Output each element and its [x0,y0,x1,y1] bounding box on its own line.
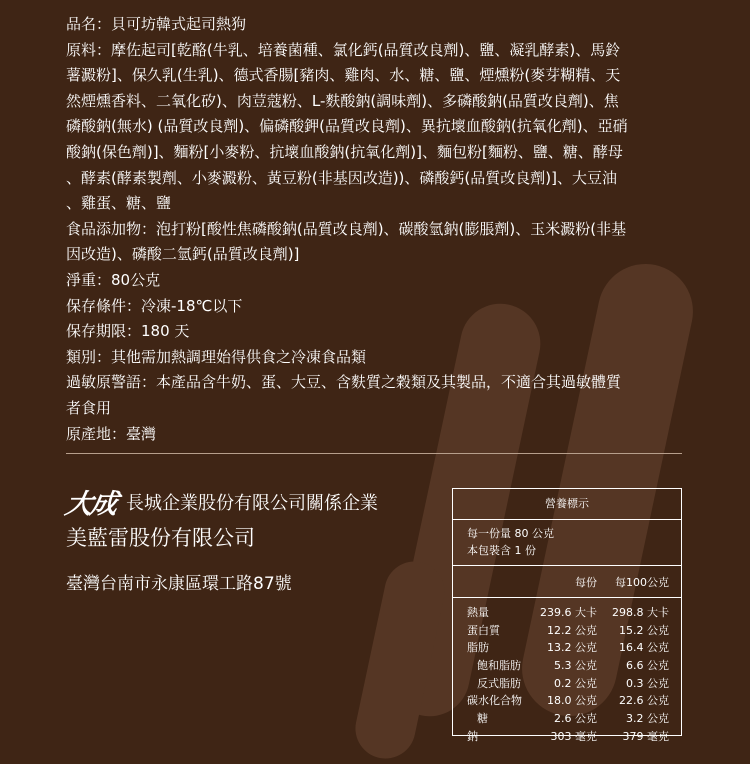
ingredient-line: 原料：摩佐起司[乾酪(牛乳、培養菌種、氯化鈣(品質改良劑)、鹽、凝乳酵素)、馬鈴 [66,40,621,59]
company-address: 臺灣台南市永康區環工路87號 [66,574,292,594]
nutrition-row [453,657,681,675]
nutrition-row [453,639,681,657]
nutrient-label: 鈉 [467,729,478,743]
ingredient-line: 然煙燻香料、二氧化矽)、肉荳蔻粉、L-麩酸鈉(調味劑)、多磷酸鈉(品質改良劑)、焦 [66,91,619,110]
nutrient-per-100g: 3.2 公克 [626,712,669,726]
brand-logo: 大成 [62,489,119,520]
servings-per-package: 本包裝含 1 份 [467,544,536,557]
company-name: 美藍雷股份有限公司 [66,526,255,550]
nutrient-per-serving: 12.2 公克 [547,623,597,637]
nutrient-per-serving: 303 毫克 [550,729,597,743]
nutrient-label: 反式脂肪 [477,676,521,690]
nutrient-label: 脂肪 [467,641,489,655]
ingredient-line: 類別：其他需加熱調理始得供食之冷凍食品類 [66,347,367,366]
nutrient-per-serving: 13.2 公克 [547,641,597,655]
nutrition-row [453,728,681,746]
ingredient-line: 原產地：臺灣 [66,424,157,443]
nutrition-row [453,675,681,693]
nutrient-per-100g: 0.3 公克 [626,676,669,690]
nutrient-per-100g: 15.2 公克 [619,623,669,637]
per-serving-header: 每份 [575,576,597,589]
ingredient-line: 保存期限：180 天 [66,322,190,341]
nutrition-facts-table [452,488,682,743]
ingredient-line: 食品添加物：泡打粉[酸性焦磷酸鈉(品質改良劑)、碳酸氫鈉(膨脹劑)、玉米澱粉(非基 [66,219,627,238]
nutrient-per-100g: 6.6 公克 [626,659,669,673]
nutrient-per-100g: 22.6 公克 [619,694,669,708]
nutrient-label: 碳水化合物 [467,694,522,708]
ingredient-line: 品名：貝可坊韓式起司熱狗 [66,15,247,33]
nutrition-row [453,622,681,640]
ingredient-list [66,12,676,447]
brand-affiliation: 長城企業股份有限公司關係企業 [126,492,378,514]
nutrient-per-serving: 239.6 大卡 [540,606,597,619]
nutrition-title: 營養標示 [453,489,681,520]
ingredient-line: 過敏原警語：本產品含牛奶、蛋、大豆、含麩質之穀類及其製品，不適合其過敏體質 [66,373,622,392]
brand-row [62,482,378,521]
nutrient-per-serving: 18.0 公克 [547,694,597,708]
nutrient-per-100g: 379 毫克 [622,729,669,743]
nutrition-row [453,710,681,728]
nutrient-label: 飽和脂肪 [477,659,521,673]
nutrition-rows [453,598,681,746]
nutrition-serving-info [453,520,681,566]
serving-size: 每一份量 80 公克 [467,527,554,540]
nutrient-label: 熱量 [467,606,489,619]
nutrient-label: 蛋白質 [467,623,500,637]
nutrient-label: 糖 [477,712,488,726]
section-divider [66,453,682,454]
per-100g-header: 每100公克 [615,576,669,589]
nutrient-per-serving: 5.3 公克 [554,659,597,673]
ingredient-line: 酸鈉(保色劑)]、麵粉[小麥粉、抗壞血酸鈉(抗氧化劑)]、麵包粉[麵粉、鹽、糖、酵母 [66,142,623,161]
nutrient-per-100g: 16.4 公克 [619,641,669,655]
nutrition-row [453,604,681,622]
nutrient-per-100g: 298.8 大卡 [612,606,669,619]
nutrition-row [453,692,681,710]
nutrition-column-header [453,566,681,598]
ingredient-line: 、酵素(酵素製劑、小麥澱粉、黃豆粉(非基因改造))、磷酸鈣(品質改良劑)]、大豆油 [66,168,617,187]
ingredient-line: 因改造)、磷酸二氫鈣(品質改良劑)] [66,245,300,264]
ingredient-line: 淨重：80公克 [66,270,161,289]
ingredient-line: 磷酸鈉(無水) (品質改良劑)、偏磷酸鉀(品質改良劑)、異抗壞血酸鈉(抗氧化劑)、亞硝 [66,117,628,136]
ingredient-line: 保存條件：冷凍-18℃以下 [66,296,243,315]
ingredient-line: 薯澱粉]、保久乳(生乳)、德式香腸[豬肉、雞肉、水、糖、鹽、煙燻粉(麥芽糊精、天 [66,66,621,85]
nutrient-per-serving: 0.2 公克 [554,676,597,690]
ingredient-line: 者食用 [66,398,112,417]
ingredient-line: 、雞蛋、糖、鹽 [66,194,172,213]
nutrient-per-serving: 2.6 公克 [554,712,597,726]
